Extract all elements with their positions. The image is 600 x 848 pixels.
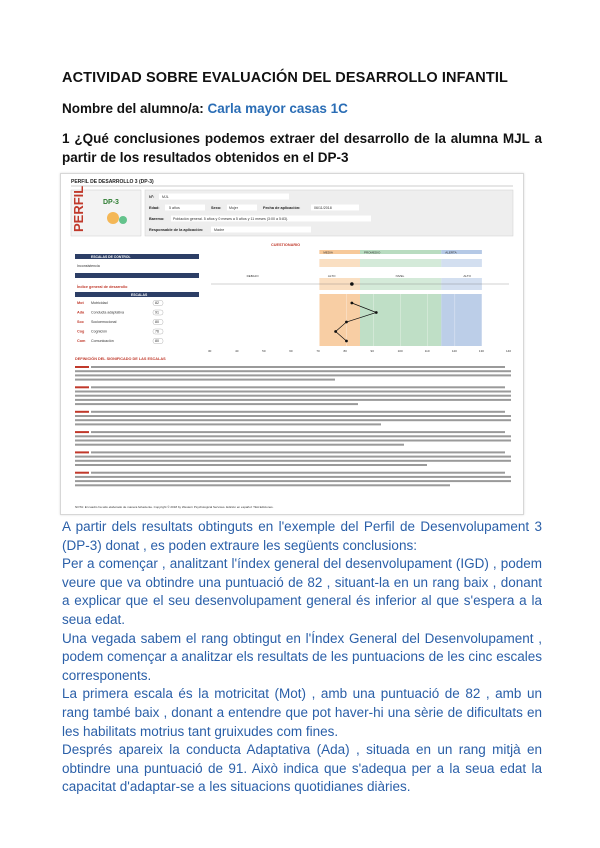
answer-paragraph: Per a començar , analitzant l'índex general del desenvolupament (IGD) , podem veure que va obtindre una puntuació de 82 , situant-la en un rang baix , donant a explicar que el seu desenvolupament general és inferior al que s'espera a la seua edat.: [62, 556, 542, 627]
control-header-label: ESCALAS DE CONTROL: [91, 255, 131, 259]
answer-paragraph: Una vegada sabem el rang obtingut en l'Índex General del Desenvolupament , podem començar a analitzar els resultats de les puntuacions de les cinc escales corresponents.: [62, 630, 542, 683]
form-sexo-label: Sexo:: [211, 206, 222, 210]
scale-score: 82: [155, 301, 159, 305]
scale-name: Socioemocional: [91, 320, 117, 324]
profile-point: [350, 302, 353, 305]
scale-name: Comunicación: [91, 339, 114, 343]
answer-paragraph: La primera escala és la motricitat (Mot) , amb una puntuació de 82 , amb un rang també baix , donant a entendre que pot haver-hi una sèrie de dificultats en les habilitats motrius tant gruixudes com fines.: [62, 686, 542, 739]
igd-point: [350, 282, 354, 286]
scale-rows: [77, 301, 163, 344]
section-title: CUESTIONARIO: [271, 243, 301, 247]
student-name: Carla mayor casas 1C: [207, 101, 348, 116]
figure-header: PERFIL DE DESARROLLO 3 (DP-3): [71, 179, 154, 185]
profile-point: [345, 321, 348, 324]
definition-term: [75, 472, 89, 474]
scale-code: Com: [77, 339, 86, 343]
axis-tick: 60: [289, 349, 293, 353]
perfil-side-label: PERFIL: [71, 185, 86, 232]
scales-header: ESCALAS: [131, 293, 148, 297]
profile-point: [334, 330, 337, 333]
definition-line: [91, 366, 505, 368]
answer-paragraph: Després apareix la conducta Adaptativa (Ada) , situada en un rang mitjà en obtindre una puntuació de 91. Això indica que s'adequa per a la seua edat la capacitat d'adaptar-se a les situacions quotidianes diàries.: [62, 742, 542, 795]
definition-line: [75, 395, 511, 397]
figure-footer: NOTA: El cuadro ha sido elaborado de manera fehaciente. Copyright © 2018 by Western Psychological Services. Edición en español: TEA Ediciones.: [75, 505, 274, 509]
scale-name: Conducta adaptativa: [91, 310, 124, 315]
axis-tick: 70: [316, 349, 320, 353]
definition-term: [75, 366, 89, 368]
definition-line: [75, 460, 511, 462]
form-name-label: Nº:: [149, 195, 155, 199]
definition-line: [75, 435, 511, 437]
definition-line: [91, 451, 505, 453]
scale-code: Cog: [77, 329, 85, 334]
profile-bands: [319, 250, 482, 254]
chart-band: [319, 294, 360, 346]
definition-line: [75, 399, 511, 401]
chart-band: [441, 294, 482, 346]
definition-line: [91, 386, 505, 388]
axis-tick: 110: [424, 349, 430, 353]
scale-code: Mot: [77, 301, 84, 305]
band-label: ALERTA: [445, 250, 457, 255]
definition-line: [75, 403, 358, 405]
form-baremo-label: Baremo:: [149, 217, 165, 221]
definition-line: [75, 370, 511, 372]
dp3-profile-figure: [60, 173, 524, 515]
axis-tick: 140: [506, 349, 512, 353]
scale-score: 80: [155, 339, 159, 343]
definition-line: [75, 419, 511, 421]
profile-point: [375, 311, 378, 314]
form-name-value: MJL: [162, 195, 169, 199]
definition-line: [75, 484, 450, 486]
band-label: PROMEDIO: [364, 250, 381, 255]
range-label: ALTO: [463, 274, 471, 278]
definition-text-lines: [75, 366, 511, 486]
igd-label: Índice general de desarrollo: [77, 285, 128, 289]
question-text: 1 ¿Qué conclusiones podemos extraer del desarrollo de la alumna MJL a partir de los resultados obtenidos en el DP-3: [62, 131, 542, 165]
scale-code: Ada: [77, 310, 85, 315]
form-fecha-label: Fecha de aplicación:: [263, 206, 301, 210]
document-title: ACTIVIDAD SOBRE EVALUACIÓN DEL DESARROLLO INFANTIL: [62, 70, 508, 86]
definition-line: [91, 472, 505, 474]
definition-line: [75, 374, 511, 376]
axis-tick: 40: [235, 349, 239, 353]
axis-tick: 30: [208, 349, 212, 353]
student-line: [62, 101, 348, 116]
definition-line: [91, 411, 505, 413]
definition-line: [75, 440, 511, 442]
form-fecha-value: 06/11/2018: [314, 206, 332, 210]
incons-label: Inconsistencia: [77, 264, 100, 268]
definition-line: [75, 476, 511, 478]
definition-line: [75, 415, 511, 417]
form-edad-value: 5 años: [169, 206, 180, 210]
axis-tick: 50: [262, 349, 266, 353]
student-label: Nombre del alumno/a:: [62, 101, 204, 116]
definitions-title: DEFINICIÓN DEL SIGNIFICADO DE LAS ESCALAS: [75, 357, 166, 361]
definition-line: [75, 480, 511, 482]
scale-score: 91: [155, 310, 159, 315]
profile-point: [345, 340, 348, 343]
dp3-logo: DP-3: [103, 199, 119, 206]
chart-band: [319, 259, 360, 267]
definition-term: [75, 386, 89, 388]
definition-term: [75, 451, 89, 453]
definition-term: [75, 431, 89, 433]
definition-line: [75, 464, 427, 466]
definition-term: [75, 411, 89, 413]
definition-line: [91, 431, 505, 433]
form-edad-label: Edad:: [149, 206, 160, 210]
range-label: DEBAJO: [246, 274, 259, 278]
scale-name: Cognición: [91, 329, 107, 334]
answer-paragraph: A partir dels resultats obtinguts en l'exemple del Perfil de Desenvolupament 3 (DP-3) donat , es poden extraure les següents conclusions:: [62, 519, 542, 553]
range-label: ALTO: [327, 274, 336, 278]
chart-band: [441, 259, 482, 267]
axis-tick: 120: [451, 349, 457, 353]
form-resp-label: Responsable de la aplicación:: [149, 228, 204, 232]
form-resp-value: Madre: [214, 228, 225, 232]
scale-score: 80: [155, 320, 159, 324]
answer-block: [62, 518, 542, 797]
dp3-profile-drawing: [61, 174, 523, 514]
band-label: MEDIA: [323, 250, 333, 255]
definition-line: [75, 444, 404, 446]
chart-band: [360, 259, 441, 267]
form-baremo-value: Población general. 5 años y 0 meses a 5 años y 11 meses (3:00 a 5:83).: [173, 217, 289, 221]
definition-line: [75, 423, 381, 425]
form-sexo-value: Mujer: [229, 206, 238, 210]
axis-tick: 80: [343, 349, 347, 353]
axis-tick: 130: [478, 349, 484, 353]
definition-line: [75, 379, 335, 381]
scale-code: Soc: [77, 320, 84, 324]
axis-tick: 100: [397, 349, 403, 353]
scale-name: Motricidad: [91, 301, 108, 305]
axis-tick: 90: [370, 349, 374, 353]
definition-line: [75, 391, 511, 393]
range-label: NIVEL: [395, 274, 405, 278]
profile-chart: [208, 259, 511, 353]
definition-line: [75, 456, 511, 458]
scale-score: 76: [155, 329, 159, 334]
